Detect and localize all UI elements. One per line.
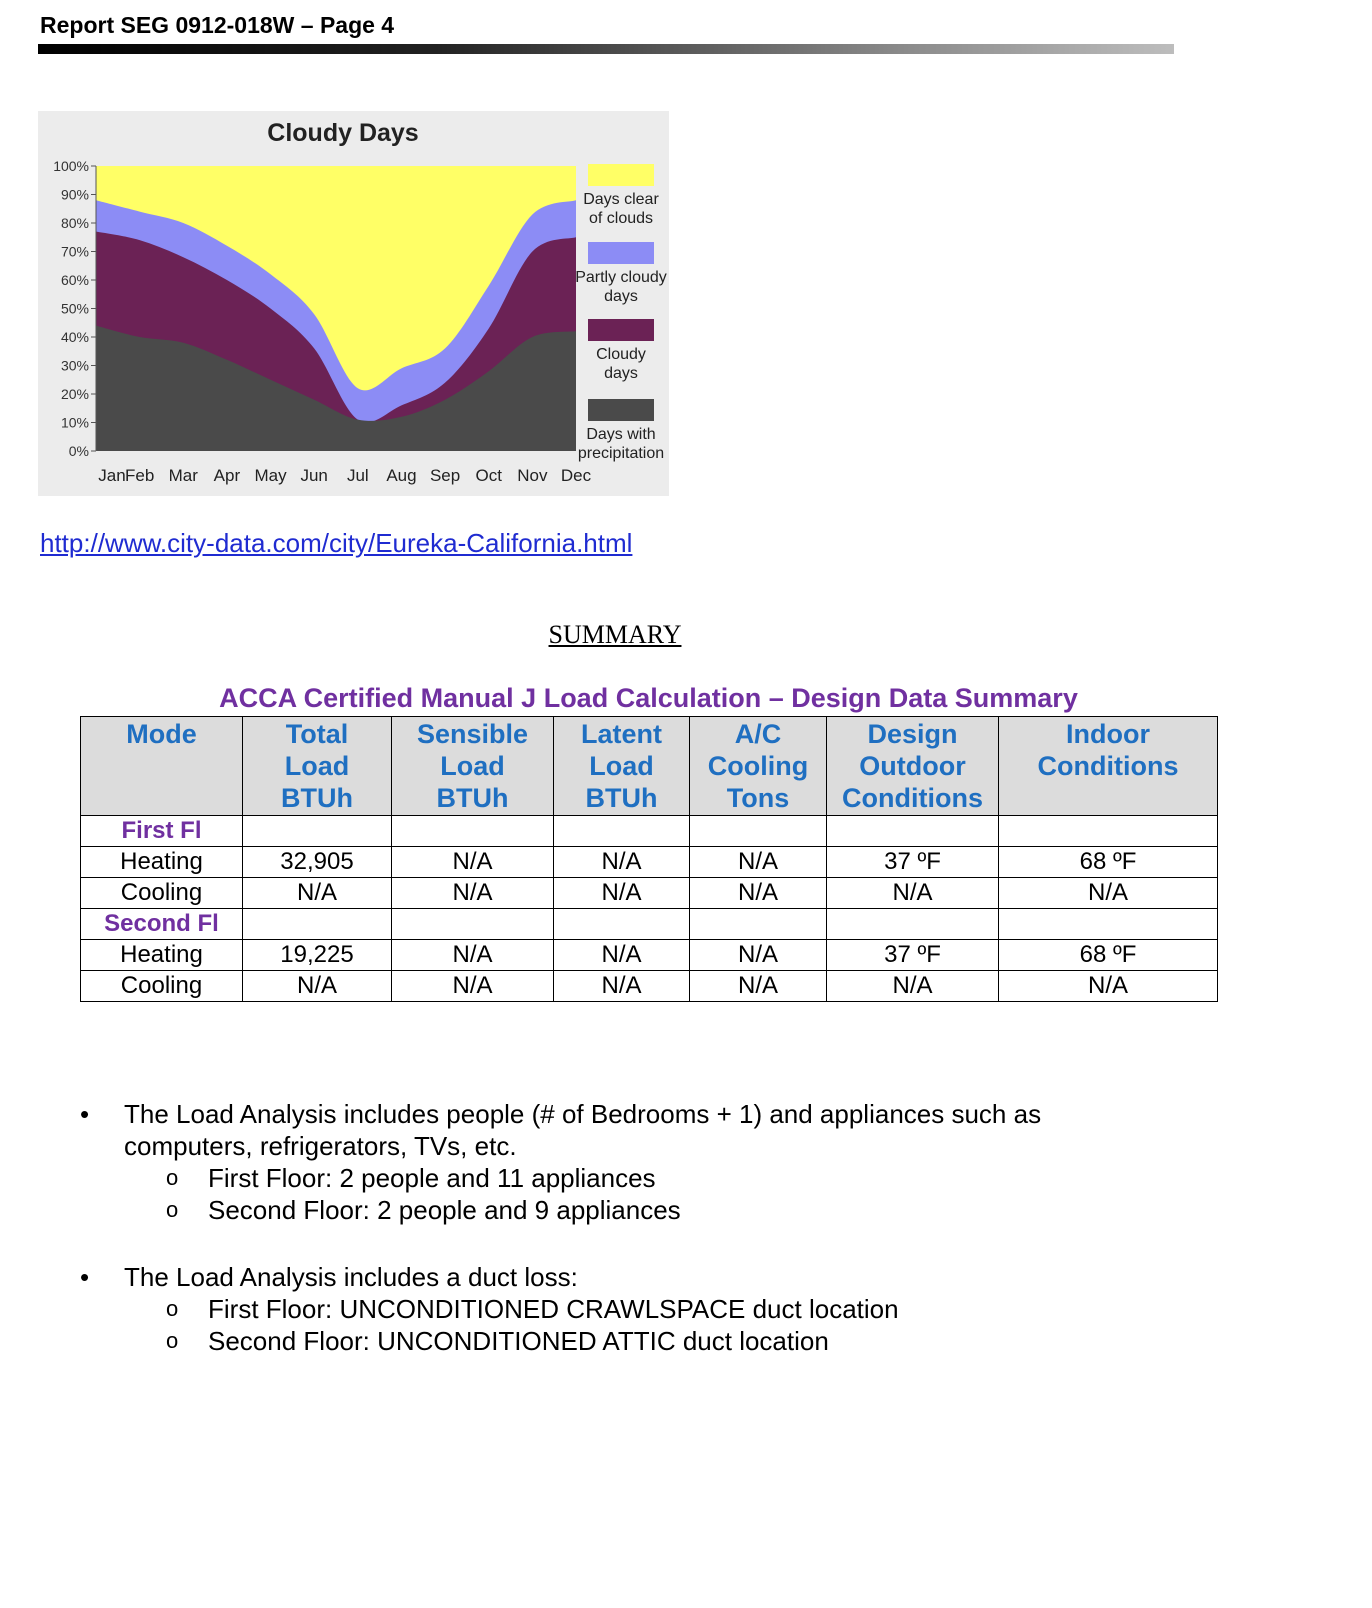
legend-label: Days clear xyxy=(583,191,659,208)
column-header xyxy=(827,717,999,816)
table-cell xyxy=(827,909,999,940)
table-cell xyxy=(690,816,827,847)
column-header xyxy=(81,717,243,816)
column-header-line: Conditions xyxy=(842,783,983,813)
floor-label: First Fl xyxy=(81,816,243,847)
column-header-line: Load xyxy=(440,751,505,781)
column-header xyxy=(690,717,827,816)
x-tick-label: Apr xyxy=(213,466,241,485)
table-cell: 37 ºF xyxy=(827,847,999,878)
legend-swatch xyxy=(588,319,654,341)
sub-bullet-text: First Floor: UNCONDITIONED CRAWLSPACE duct location xyxy=(208,1294,899,1324)
bullet-item xyxy=(80,1098,1230,1226)
sub-bullet-circle-icon: o xyxy=(166,1296,179,1321)
table-cell xyxy=(690,909,827,940)
floor-row xyxy=(81,909,1218,940)
table-cell: N/A xyxy=(392,940,554,971)
floor-label: Second Fl xyxy=(81,909,243,940)
column-header-line: Load xyxy=(589,751,654,781)
table-cell: N/A xyxy=(392,878,554,909)
table-title: ACCA Certified Manual J Load Calculation – Design Data Summary xyxy=(219,683,1078,713)
x-tick-label: Jul xyxy=(346,466,369,485)
mode-cell: Heating xyxy=(81,940,243,971)
y-tick-label: 100% xyxy=(53,158,89,174)
sub-bullet-circle-icon: o xyxy=(166,1328,179,1353)
column-header-line: Latent xyxy=(581,719,662,749)
column-header-line: BTUh xyxy=(436,783,509,813)
y-tick-label: 80% xyxy=(60,215,89,231)
table-row xyxy=(81,940,1218,971)
x-tick-label: Oct xyxy=(475,466,502,485)
legend-label: Cloudy xyxy=(596,346,646,363)
table-cell: N/A xyxy=(554,878,690,909)
table-cell xyxy=(392,909,554,940)
table-cell xyxy=(392,816,554,847)
sub-bullet-text: Second Floor: 2 people and 9 appliances xyxy=(208,1195,681,1225)
table-cell: N/A xyxy=(554,971,690,1002)
x-tick-label: Mar xyxy=(168,466,198,485)
column-header-line: Tons xyxy=(726,783,790,813)
table-cell: N/A xyxy=(554,940,690,971)
table-cell: N/A xyxy=(243,971,392,1002)
table-cell: N/A xyxy=(392,971,554,1002)
chart-title: Cloudy Days xyxy=(267,119,419,147)
legend-swatch xyxy=(588,399,654,421)
x-tick-label: Dec xyxy=(560,466,592,485)
column-header-line: Conditions xyxy=(1037,751,1179,781)
floor-row xyxy=(81,816,1218,847)
bullet-text xyxy=(80,1261,1230,1293)
y-tick-label: 20% xyxy=(60,386,89,402)
table-cell: N/A xyxy=(554,847,690,878)
x-tick-label: Sep xyxy=(429,466,461,485)
table-cell: 19,225 xyxy=(243,940,392,971)
legend-label: Days with xyxy=(586,426,656,443)
sub-bullet xyxy=(80,1162,1230,1194)
column-header-line: Total xyxy=(285,719,349,749)
x-tick-label: Feb xyxy=(124,466,155,485)
x-tick-label: Jun xyxy=(300,466,328,485)
y-tick-label: 40% xyxy=(60,329,89,345)
table-cell: N/A xyxy=(690,847,827,878)
table-cell: N/A xyxy=(392,847,554,878)
y-tick-label: 30% xyxy=(60,357,89,374)
table-cell xyxy=(243,816,392,847)
table-cell: N/A xyxy=(243,878,392,909)
report-header: Report SEG 0912-018W – Page 4 xyxy=(40,12,395,38)
column-header-line: Sensible xyxy=(416,719,529,749)
notes-list xyxy=(80,1098,1230,1357)
legend-swatch xyxy=(588,242,654,264)
bullet-item xyxy=(80,1261,1230,1357)
column-header xyxy=(392,717,554,816)
table-cell xyxy=(827,816,999,847)
legend-swatch xyxy=(588,164,654,186)
table-cell xyxy=(999,909,1218,940)
table-cell xyxy=(554,909,690,940)
sub-bullet xyxy=(80,1325,1230,1357)
sub-bullet-text: First Floor: 2 people and 11 appliances xyxy=(208,1163,656,1193)
table-cell: 37 ºF xyxy=(827,940,999,971)
sub-bullet xyxy=(80,1194,1230,1226)
sub-bullet-circle-icon: o xyxy=(166,1197,179,1222)
x-tick-label: May xyxy=(254,466,287,485)
column-header-line: BTUh xyxy=(281,783,353,813)
table-cell xyxy=(554,816,690,847)
column-header-line: A/C xyxy=(734,719,782,749)
table-cell: 68 ºF xyxy=(999,847,1218,878)
y-tick-label: 90% xyxy=(60,186,89,203)
column-header-line: Design xyxy=(867,719,958,749)
bullet-dot-icon: • xyxy=(80,1262,90,1292)
mode-cell: Heating xyxy=(81,847,243,878)
y-tick-label: 0% xyxy=(68,443,89,459)
y-tick-label: 70% xyxy=(60,243,89,260)
cloudy-days-chart xyxy=(38,111,669,496)
bullet-line: The Load Analysis includes people (# of Bedrooms + 1) and appliances such as xyxy=(124,1099,1042,1129)
sub-bullet-text: Second Floor: UNCONDITIONED ATTIC duct location xyxy=(208,1326,829,1356)
table-row xyxy=(81,878,1218,909)
column-header xyxy=(554,717,690,816)
table-row xyxy=(81,971,1218,1002)
column-header xyxy=(999,717,1218,816)
column-header-line: Mode xyxy=(126,719,197,749)
legend-label: precipitation xyxy=(577,445,665,462)
x-tick-label: Nov xyxy=(517,466,548,485)
bullet-text xyxy=(80,1098,1230,1162)
bullet-line: The Load Analysis includes a duct loss: xyxy=(124,1262,578,1292)
table-cell: N/A xyxy=(827,878,999,909)
y-tick-label: 60% xyxy=(60,272,89,288)
table-cell: N/A xyxy=(690,878,827,909)
legend-label: of clouds xyxy=(588,210,654,227)
x-tick-label: Aug xyxy=(386,466,417,485)
city-data-link[interactable]: http://www.city-data.com/city/Eureka-California.html xyxy=(40,528,633,558)
header-rule xyxy=(38,44,1174,54)
column-header xyxy=(243,717,392,816)
table-cell: N/A xyxy=(690,940,827,971)
table-cell: N/A xyxy=(690,971,827,1002)
column-header-line: Cooling xyxy=(707,751,809,781)
legend-label: days xyxy=(604,365,638,382)
bullet-line: computers, refrigerators, TVs, etc. xyxy=(124,1131,517,1161)
table-cell: N/A xyxy=(827,971,999,1002)
column-header-line: Indoor xyxy=(1066,719,1150,749)
legend-label: Partly cloudy xyxy=(575,269,667,286)
summary-heading: SUMMARY xyxy=(548,620,682,649)
table-row xyxy=(81,847,1218,878)
table-cell: 68 ºF xyxy=(999,940,1218,971)
table-cell: 32,905 xyxy=(243,847,392,878)
load-summary-table xyxy=(80,716,1218,1002)
column-header-line: Load xyxy=(284,751,350,781)
y-tick-label: 50% xyxy=(60,300,89,317)
y-tick-label: 10% xyxy=(60,414,89,431)
table-cell: N/A xyxy=(999,878,1218,909)
x-tick-label: Jan xyxy=(98,466,126,485)
cloudy-days-chart-svg xyxy=(38,111,669,496)
bullet-dot-icon: • xyxy=(80,1099,90,1129)
mode-cell: Cooling xyxy=(81,971,243,1002)
table-cell: N/A xyxy=(999,971,1218,1002)
column-header-line: BTUh xyxy=(585,783,658,813)
table-header-row xyxy=(81,717,1218,816)
table-cell xyxy=(999,816,1218,847)
column-header-line: Outdoor xyxy=(859,751,966,781)
table-cell xyxy=(243,909,392,940)
sub-bullet xyxy=(80,1293,1230,1325)
legend-label: days xyxy=(604,288,638,305)
sub-bullet-circle-icon: o xyxy=(166,1165,179,1190)
mode-cell: Cooling xyxy=(81,878,243,909)
